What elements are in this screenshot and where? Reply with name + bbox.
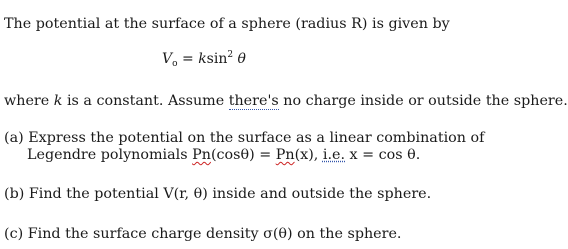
constant-note [4,92,568,110]
problem-intro: The potential at the surface of a sphere (radius R) is given by [4,16,450,32]
constant-k: k [53,93,63,109]
part-a-line1: (a) Express the potential on the surface as a linear combination of [4,130,485,146]
eq-lhs: V [162,51,173,67]
spell-flag-word[interactable]: Pn [275,147,295,163]
part-a-text: (x), [294,147,323,163]
part-b: (b) Find the potential V(r, θ) inside and outside the sphere. [4,186,432,202]
part-a-line2 [27,146,420,164]
eq-k: k [198,51,207,67]
part-c: (c) Find the surface charge density σ(θ) on the sphere. [4,226,402,242]
eq-sup: 2 [227,50,234,60]
grammar-flag-word[interactable]: there's [228,93,279,109]
part-a-text: x = cos θ. [345,147,421,163]
eq-sin: sin [206,51,228,67]
potential-equation [162,46,246,73]
part-a-text: (cosθ) = [210,147,276,163]
spell-flag-word[interactable]: Pn [192,147,211,163]
eq-theta: θ [237,51,246,67]
eq-equals: = [182,51,194,67]
grammar-flag-word[interactable]: i.e. [322,147,345,163]
part-a-text: Legendre polynomials [27,147,193,163]
constant-note-part: where [4,93,54,109]
eq-lhs-sub: o [172,59,178,69]
constant-note-part: no charge inside or outside the sphere. [278,93,568,109]
constant-note-part: is a constant. Assume [62,93,229,109]
